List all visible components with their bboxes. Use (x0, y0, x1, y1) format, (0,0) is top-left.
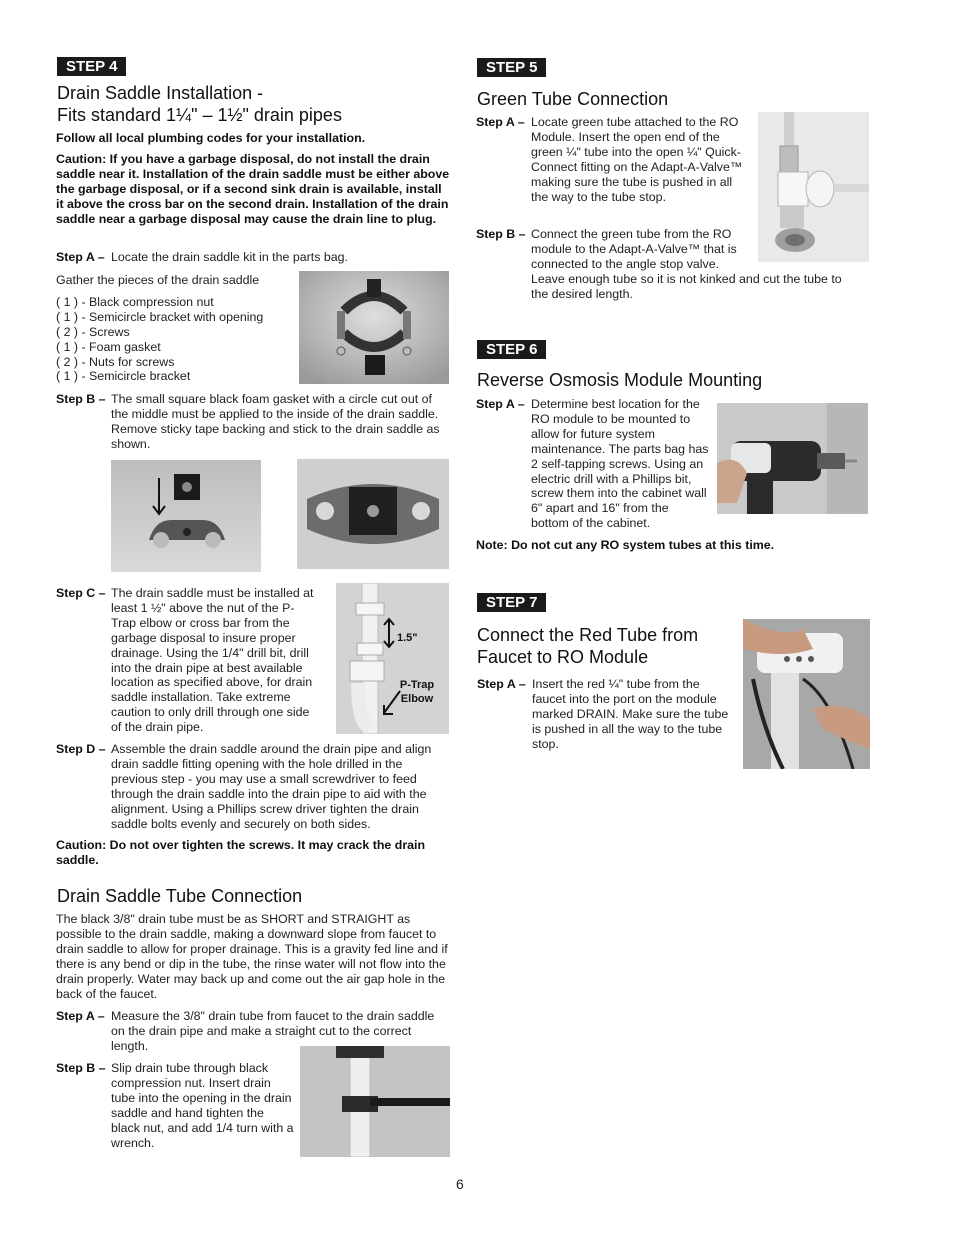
step7-badge: STEP 7 (477, 593, 546, 612)
step7-title (477, 624, 737, 668)
drill-mounting-photo (717, 403, 868, 514)
tube-connection-intro: The black 3/8" drain tube must be as SHORT and STRAIGHT as possible to the drain saddle, making a downward slope from faucet to drain saddle to allow for proper drainage. This is a gravity fed line and if there is any bend or dip in the tube, the rinse water will not flow into the drain properly. Water may back up and come out the air gap hole in the back of the faucet. (56, 912, 448, 1001)
step4-step-d (56, 742, 451, 832)
ptrap-label-line1: P-Trap (399, 679, 435, 691)
step5-badge: STEP 5 (477, 58, 546, 77)
step4-title-line1: Drain Saddle Installation - (57, 83, 264, 103)
list-item: ( 2 ) - Screws (56, 324, 130, 339)
step-text: Assemble the drain saddle around the drain pipe and align drain saddle fitting opening with the hole drilled in the previous step - you may use a small screwdriver to feed through the drain saddle into the drain pipe to aid with the alignment. Using a Phillips screw driver tighten the drain saddle bolts evenly and securely on both sides. (111, 742, 432, 831)
step-label: Step C – (56, 586, 106, 600)
ptrap-label-line2: Elbow (400, 693, 434, 705)
step4-step-c (56, 586, 318, 736)
step5-step-a (476, 115, 746, 220)
step4-title-line2: Fits standard 1¼" – 1½" drain pipes (57, 105, 342, 125)
step-label: Step A – (476, 397, 525, 411)
parts-list (56, 295, 296, 384)
gather-text: Gather the pieces of the drain saddle (56, 273, 260, 287)
step6-title: Reverse Osmosis Module Mounting (477, 370, 763, 390)
step-text: Locate green tube attached to the RO Module. Insert the open end of the green ¼" tube into the open ¼" Quick-Connect fitting on the Adapt-A-Valve™ making sure the tube is pushed in all the way to the tube stop. (531, 115, 743, 204)
step-label: Step B – (56, 1061, 106, 1075)
step6-badge: STEP 6 (477, 340, 546, 359)
drain-tube-photo (300, 1046, 450, 1157)
step4-badge: STEP 4 (57, 57, 126, 76)
ptrap-elbow-label (394, 678, 440, 706)
step-text: Insert the red ¼" tube from the faucet into the port on the module marked DRAIN. Make sure the tube is pushed in all the way to the tube stop. (532, 677, 729, 751)
caution-garbage-disposal: Caution: If you have a garbage disposal, do not install the drain saddle near it. Installation of the drain saddle must be either above the garbage disposal, or if a second sink drain is available, install it above the cross bar on the second drain. Installation of the drain saddle near a garbage disposal may cause the drain line to plug. (56, 152, 450, 226)
step6-step-a (476, 397, 711, 532)
gasket-assembly-photo (111, 460, 261, 572)
step7-step-a (477, 677, 737, 752)
step-text: The drain saddle must be installed at least 1 ½" above the nut of the P-Trap elbow or cross bar from the garbage disposal to insure proper drainage. Using the 1/4" drill bit, drill into the drain pipe at best available location as specified above, for drain saddle installation. Take extreme caution to only drill through one side of the drain pipe. (111, 586, 314, 735)
gasket-installed-photo (297, 459, 449, 569)
step7-title-line2: Faucet to RO Module (477, 647, 649, 667)
step-label: Step A – (56, 1009, 105, 1023)
step-text: The small square black foam gasket with a circle cut out of the middle must be applied to the inside of the drain saddle. Remove sticky tape backing and stick to the drain saddle as shown. (111, 392, 440, 451)
step-label: Step B – (476, 227, 526, 241)
list-item: ( 1 ) - Semicircle bracket with opening (56, 309, 264, 324)
tube-connection-title: Drain Saddle Tube Connection (57, 886, 303, 906)
p-trap-photo (336, 583, 449, 734)
step-label: Step B – (56, 392, 106, 406)
step-label: Step D – (56, 742, 106, 756)
step-label: Step A – (476, 115, 525, 129)
ro-module-photo (743, 619, 870, 769)
step4-step-a (56, 250, 451, 265)
step7-title-line1: Connect the Red Tube from (477, 625, 699, 645)
codes-note: Follow all local plumbing codes for your installation. (56, 131, 366, 145)
step-label: Step A – (477, 677, 526, 691)
ptrap-measure-label: 1.5" (397, 632, 418, 644)
tube-step-b (56, 1061, 296, 1151)
step-text-part2: Leave enough tube so it is not kinked and cut the tube to the desired length. (531, 271, 842, 301)
step-text: Determine best location for the RO module to be mounted to allow for future system maintenance. The parts bag has 2 self-tapping screws. Using an electric drill with a Phillips bit, screw them into the cabinet wall 6" apart and 16" from the bottom of the cabinet. (531, 397, 709, 531)
drain-saddle-parts-photo (299, 271, 449, 384)
step-label: Step A – (56, 250, 105, 264)
step-text-part1: Connect the green tube from the RO module to the Adapt-A-Valve™ that is connected to the angle stop valve. (531, 227, 737, 271)
list-item: ( 2 ) - Nuts for screws (56, 354, 175, 369)
list-item: ( 1 ) - Foam gasket (56, 339, 161, 354)
caution-overtighten: Caution: Do not over tighten the screws. It may crack the drain saddle. (56, 838, 426, 867)
step4-title (57, 82, 457, 126)
page-number: 6 (456, 1176, 464, 1192)
list-item: ( 1 ) - Black compression nut (56, 295, 214, 309)
step4-step-b (56, 392, 451, 452)
step-text (531, 227, 861, 302)
step-text: Locate the drain saddle kit in the parts bag. (111, 250, 348, 264)
step-text: Slip drain tube through black compression nut. Insert drain tube into the opening in the drain saddle and hand tighten the black nut, and add 1/4 turn with a wrench. (111, 1061, 294, 1150)
list-item: ( 1 ) - Semicircle bracket (56, 369, 191, 384)
step-text: Measure the 3/8" drain tube from faucet to the drain saddle on the drain pipe and make a straight cut to the correct length. (111, 1009, 435, 1053)
step6-note: Note: Do not cut any RO system tubes at this time. (476, 538, 775, 552)
step5-step-b (476, 227, 866, 302)
step5-title: Green Tube Connection (477, 89, 669, 109)
